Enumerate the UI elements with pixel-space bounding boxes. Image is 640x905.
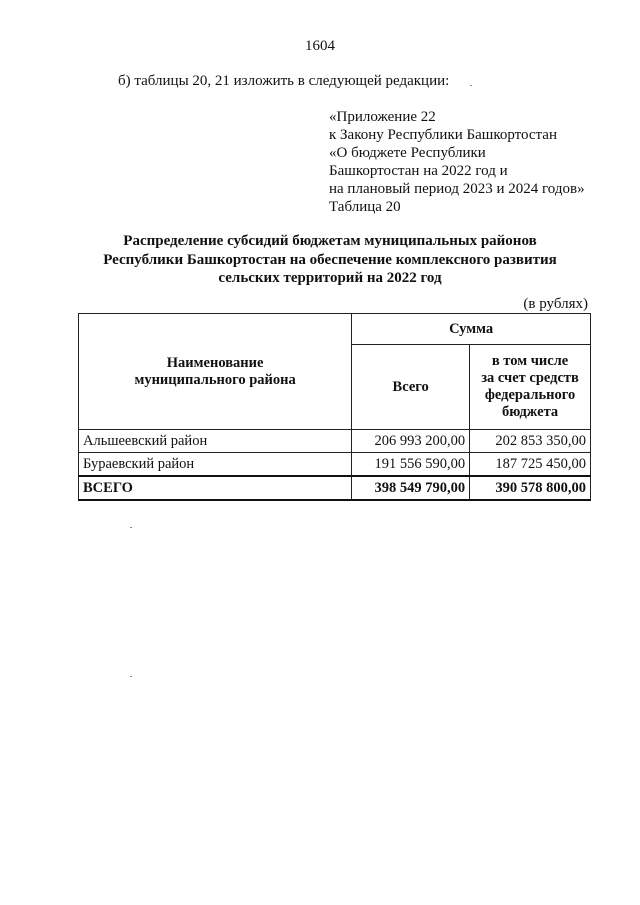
grand-total-federal: 390 578 800,00: [470, 476, 591, 500]
grand-total-label: ВСЕГО: [79, 476, 352, 500]
scan-mark: [130, 676, 132, 677]
district-total: 191 556 590,00: [352, 453, 470, 477]
header-total: Всего: [352, 345, 470, 430]
district-total: 206 993 200,00: [352, 430, 470, 453]
appendix-line: на плановый период 2023 и 2024 годов»: [329, 181, 585, 197]
page-number: 1604: [305, 38, 335, 54]
appendix-line: к Закону Республики Башкортостан: [329, 127, 557, 143]
district-federal: 202 853 350,00: [470, 430, 591, 453]
units-label: (в рублях): [523, 296, 588, 312]
district-federal: 187 725 450,00: [470, 453, 591, 477]
table-row: [79, 430, 591, 453]
document-title: [60, 232, 600, 288]
header-federal: в том числе за счет средств федерального бюджета: [470, 345, 591, 430]
appendix-reference: [329, 108, 585, 216]
grand-total-sum: 398 549 790,00: [352, 476, 470, 500]
district-name: Альшеевский район: [79, 430, 352, 453]
table-header-row: [79, 314, 591, 345]
appendix-line: «Приложение 22: [329, 109, 436, 125]
title-line: Республики Башкортостан на обеспечение комплексного развития: [103, 251, 557, 268]
district-name: Бураевский район: [79, 453, 352, 477]
table-number: Таблица 20: [329, 199, 401, 215]
title-line: сельских территорий на 2022 год: [218, 270, 442, 286]
appendix-line: «О бюджете Республики: [329, 145, 486, 161]
header-district-name: Наименование муниципального района: [79, 314, 352, 430]
scan-mark: [470, 85, 472, 86]
table-row: [79, 453, 591, 477]
subsidy-table: [78, 313, 591, 501]
scan-mark: [130, 527, 132, 528]
appendix-line: Башкортостан на 2022 год и: [329, 163, 508, 179]
title-line: Распределение субсидий бюджетам муниципальных районов: [123, 233, 537, 249]
header-sum: Сумма: [352, 314, 591, 345]
grand-total-row: [79, 476, 591, 500]
intro-text: б) таблицы 20, 21 изложить в следующей редакции:: [118, 73, 450, 89]
